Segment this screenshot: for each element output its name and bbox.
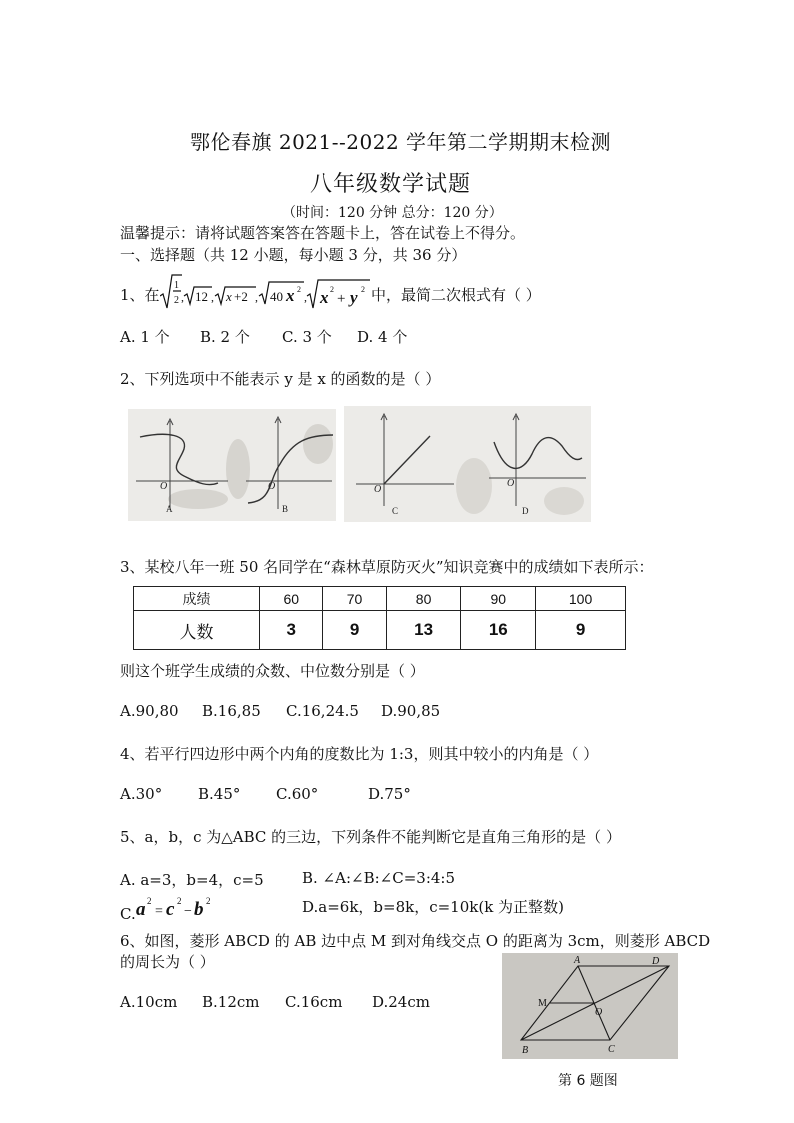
q3-score-table bbox=[133, 586, 626, 650]
q1-prefix: 1、在 bbox=[120, 286, 160, 304]
svg-text:12: 12 bbox=[195, 289, 208, 304]
q1-suffix: 中，最简二次根式有（ ） bbox=[371, 286, 541, 304]
q5-stem: 5、a，b，c 为△ABC 的三边，下列条件不能判断它是直角三角形的是（ ） bbox=[120, 828, 621, 846]
q3-option-d: D.90,85 bbox=[381, 702, 441, 720]
q4-option-a: A.30° bbox=[120, 785, 163, 803]
exam-subtitle: 八年级数学试题 bbox=[310, 172, 472, 197]
table-header-score-label: 成绩 bbox=[134, 587, 260, 611]
q6-stem-line1: 6、如图，菱形 ABCD 的 AB 边中点 M 到对角线交点 O 的距离为 3cm，则菱形 ABCD bbox=[120, 932, 711, 950]
section-heading: 一、选择题（共 12 小题，每小题 3 分，共 36 分） bbox=[120, 246, 467, 264]
q1-option-a: A. 1 个 bbox=[120, 328, 170, 346]
q6-option-b: B.12cm bbox=[202, 993, 260, 1011]
q3-question: 则这个班学生成绩的众数、中位数分别是（ ） bbox=[120, 662, 425, 680]
svg-text:,: , bbox=[304, 290, 307, 304]
q2-graphs-cd bbox=[344, 406, 591, 522]
svg-text:1: 1 bbox=[174, 280, 179, 291]
vertex-b-label: B bbox=[522, 1045, 529, 1056]
svg-text:2: 2 bbox=[297, 285, 301, 294]
svg-text:y: y bbox=[350, 288, 358, 307]
q3-option-c: C.16,24.5 bbox=[286, 702, 359, 720]
table-cell-score: 80 bbox=[386, 587, 461, 611]
q1-option-d: D. 4 个 bbox=[357, 328, 408, 346]
svg-text:,: , bbox=[181, 290, 184, 304]
vertex-c-label: C bbox=[608, 1044, 615, 1055]
vertex-d-label: D bbox=[652, 956, 660, 967]
svg-text:c: c bbox=[166, 899, 175, 920]
svg-text:2: 2 bbox=[330, 285, 334, 294]
q5-option-d: D.a=6k，b=8k，c=10k(k 为正整数) bbox=[302, 898, 564, 916]
graph-c-line bbox=[384, 436, 430, 484]
table-header-count-label: 人数 bbox=[134, 611, 260, 650]
svg-text:,: , bbox=[255, 290, 258, 304]
exam-title: 鄂伦春旗 2021--2022 学年第二学期期末检测 bbox=[190, 130, 612, 154]
q4-option-d: D.75° bbox=[368, 785, 411, 803]
table-cell-score: 70 bbox=[323, 587, 386, 611]
point-o-label: O bbox=[595, 1007, 603, 1018]
q6-option-a: A.10cm bbox=[120, 993, 178, 1011]
svg-text:40: 40 bbox=[270, 289, 283, 304]
q6-figure bbox=[502, 953, 678, 1059]
svg-text:+: + bbox=[337, 291, 346, 307]
graph-d-curve bbox=[494, 438, 582, 469]
svg-text:x: x bbox=[320, 288, 329, 307]
q3-stem: 3、某校八年一班 50 名同学在“森林草原防灭火”知识竞赛中的成绩如下表所示： bbox=[120, 558, 654, 576]
q1-option-b: B. 2 个 bbox=[200, 328, 250, 346]
time-info: （时间：120 分钟 总分：120 分） bbox=[282, 205, 503, 221]
q3-option-a: A.90,80 bbox=[120, 702, 179, 720]
svg-text:=: = bbox=[155, 904, 163, 919]
q4-stem: 4、若平行四边形中两个内角的度数比为 1:3，则其中较小的内角是（ ） bbox=[120, 745, 599, 763]
tip-text: 温馨提示：请将试题答案答在答题卡上，答在试卷上不得分。 bbox=[120, 224, 526, 242]
svg-text:O: O bbox=[507, 478, 515, 489]
q3-option-b: B.16,85 bbox=[202, 702, 261, 720]
vertex-a-label: A bbox=[574, 955, 581, 966]
table-row bbox=[134, 587, 626, 611]
q5-option-c-prefix: C. bbox=[120, 905, 136, 923]
point-m-label: M bbox=[538, 998, 547, 1009]
svg-text:−: − bbox=[184, 904, 192, 919]
q5-option-c-formula bbox=[134, 893, 216, 921]
svg-text:O: O bbox=[374, 484, 382, 495]
table-cell-count: 9 bbox=[536, 611, 626, 650]
q6-stem-line2: 的周长为（ ） bbox=[120, 953, 215, 971]
svg-text:O: O bbox=[160, 481, 168, 492]
graph-d-label: D bbox=[522, 506, 529, 516]
table-cell-score: 90 bbox=[461, 587, 536, 611]
graph-a-label: A bbox=[166, 504, 173, 514]
table-row bbox=[134, 611, 626, 650]
q2-graphs-ab bbox=[128, 409, 336, 521]
q4-option-c: C.60° bbox=[276, 785, 319, 803]
svg-text:a: a bbox=[136, 899, 146, 920]
svg-text:2: 2 bbox=[206, 896, 211, 906]
svg-text:2: 2 bbox=[361, 285, 365, 294]
rhombus-diagram bbox=[502, 953, 678, 1059]
graph-c-label: C bbox=[392, 506, 399, 516]
svg-text:,: , bbox=[211, 290, 214, 304]
q5-option-a: A. a=3，b=4，c=5 bbox=[120, 871, 264, 889]
q1-option-c: C. 3 个 bbox=[282, 328, 332, 346]
graph-a-curve bbox=[140, 434, 218, 484]
q2-stem: 2、下列选项中不能表示 y 是 x 的函数的是（ ） bbox=[120, 370, 441, 388]
svg-text:+2: +2 bbox=[234, 289, 248, 304]
table-cell-count: 16 bbox=[461, 611, 536, 650]
q5-option-b: B. ∠A:∠B:∠C=3:4:5 bbox=[302, 869, 456, 887]
q6-option-c: C.16cm bbox=[285, 993, 343, 1011]
q1-radicals-formula bbox=[160, 270, 370, 314]
q4-option-b: B.45° bbox=[198, 785, 241, 803]
graph-b-label: B bbox=[282, 504, 289, 514]
svg-text:O: O bbox=[268, 481, 276, 492]
table-cell-count: 9 bbox=[323, 611, 386, 650]
svg-text:2: 2 bbox=[147, 896, 152, 906]
svg-text:b: b bbox=[194, 899, 204, 920]
q6-option-d: D.24cm bbox=[372, 993, 430, 1011]
svg-text:x: x bbox=[286, 286, 295, 305]
table-cell-score: 100 bbox=[536, 587, 626, 611]
table-cell-count: 3 bbox=[260, 611, 323, 650]
q2-graph-panel-ab bbox=[128, 409, 336, 521]
table-cell-score: 60 bbox=[260, 587, 323, 611]
table-cell-count: 13 bbox=[386, 611, 461, 650]
svg-text:2: 2 bbox=[174, 295, 179, 306]
svg-text:x: x bbox=[226, 289, 232, 304]
q2-graph-panel-cd bbox=[344, 406, 591, 522]
q6-figure-caption: 第 6 题图 bbox=[558, 1073, 618, 1089]
svg-text:2: 2 bbox=[177, 896, 182, 906]
